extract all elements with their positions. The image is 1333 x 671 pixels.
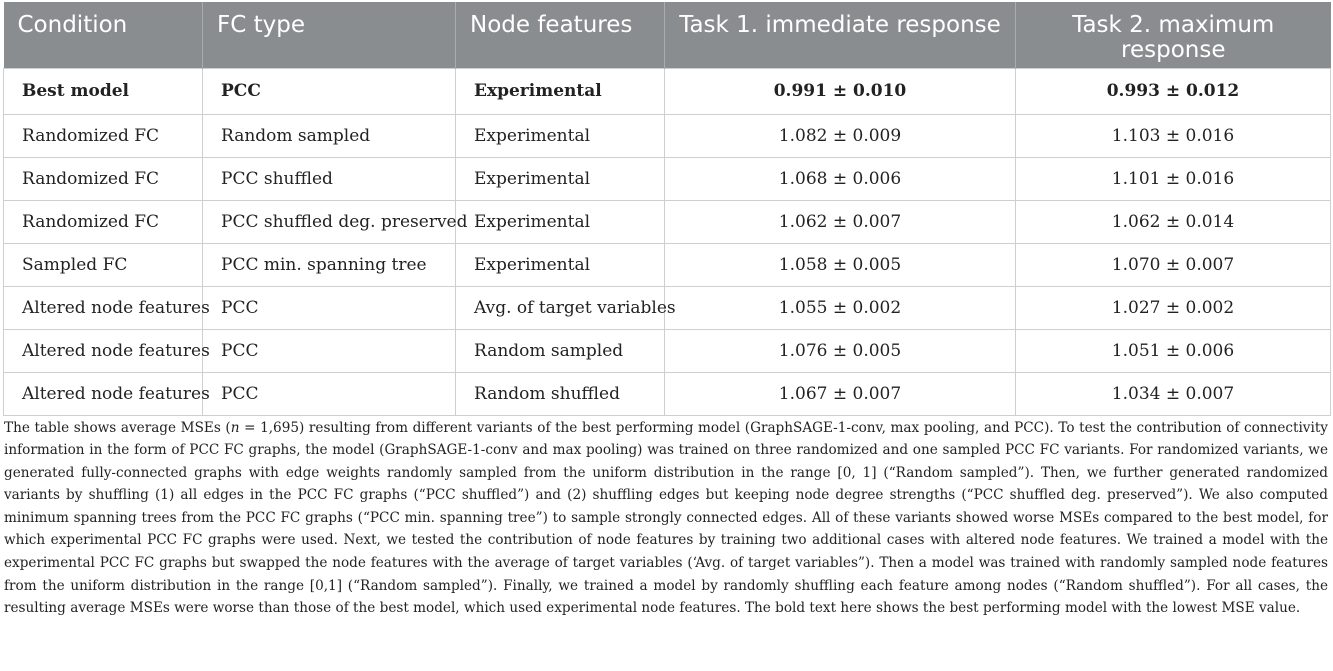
cell-fc-type: PCC shuffled bbox=[203, 157, 456, 200]
cell-task2: 0.993 ± 0.012 bbox=[1016, 68, 1331, 114]
cell-fc-type: PCC shuffled deg. preserved bbox=[203, 200, 456, 243]
cell-task1: 1.082 ± 0.009 bbox=[665, 114, 1016, 157]
cell-condition: Sampled FC bbox=[4, 243, 203, 286]
cell-fc-type: Random sampled bbox=[203, 114, 456, 157]
cell-task2: 1.062 ± 0.014 bbox=[1016, 200, 1331, 243]
table-header bbox=[4, 2, 1331, 68]
cell-task2: 1.027 ± 0.002 bbox=[1016, 286, 1331, 329]
header-node-features: Node features bbox=[456, 2, 665, 68]
cell-condition: Randomized FC bbox=[4, 200, 203, 243]
table-row bbox=[4, 329, 1331, 372]
cell-task1: 1.076 ± 0.005 bbox=[665, 329, 1016, 372]
cell-condition: Altered node features bbox=[4, 329, 203, 372]
table-row bbox=[4, 114, 1331, 157]
header-row bbox=[4, 2, 1331, 68]
cell-fc-type: PCC bbox=[203, 329, 456, 372]
cell-condition: Randomized FC bbox=[4, 157, 203, 200]
cell-fc-type: PCC bbox=[203, 286, 456, 329]
results-table bbox=[3, 2, 1331, 416]
cell-node-features: Experimental bbox=[456, 114, 665, 157]
table-caption bbox=[4, 417, 1328, 620]
cell-condition: Randomized FC bbox=[4, 114, 203, 157]
header-task2: Task 2. maximum response bbox=[1016, 2, 1331, 68]
table-row bbox=[4, 68, 1331, 114]
header-condition: Condition bbox=[4, 2, 203, 68]
cell-task1: 1.062 ± 0.007 bbox=[665, 200, 1016, 243]
cell-node-features: Experimental bbox=[456, 243, 665, 286]
results-figure bbox=[3, 2, 1330, 620]
cell-task2: 1.070 ± 0.007 bbox=[1016, 243, 1331, 286]
cell-task1: 1.058 ± 0.005 bbox=[665, 243, 1016, 286]
header-fc-type: FC type bbox=[203, 2, 456, 68]
table-row bbox=[4, 286, 1331, 329]
cell-task2: 1.101 ± 0.016 bbox=[1016, 157, 1331, 200]
caption-body: = 1,695) resulting from different variants of the best performing model (GraphSAGE-1-conv, max pooling, and PCC). To test the contribution of connectivity information in the form of PCC FC graphs, the model (GraphSAGE-1-conv and max pooling) was trained on three randomized and one sampled PCC FC variants. For randomized variants, we generated fully-connected graphs with edge weights randomly sampled from the uniform distribution in the range [0, 1] (“Random sampled”). Then, we further generated randomized variants by shuffling (1) all edges in the PCC FC graphs (“PCC shuffled”) and (2) shuffling edges but keeping node degree strengths (“PCC shuffled deg. preserved”). We also computed minimum spanning trees from the PCC FC graphs (“PCC min. spanning tree”) to sample strongly connected edges. All of these variants showed worse MSEs compared to the best model, for which experimental PCC FC graphs were used. Next, we tested the contribution of node features by training two additional cases with altered node features. We trained a model with the experimental PCC FC graphs but swapped the node features with the average of target variables (‘Avg. of target variables”). Then a model was trained with randomly sampled node features from the uniform distribution in the range [0,1] (“Random sampled”). Finally, we trained a model by randomly shuffling each feature among nodes (“Random shuffled”). For all cases, the resulting average MSEs were worse than those of the best model, which used experimental node features. The bold text here shows the best performing model with the lowest MSE value. bbox=[4, 419, 1328, 617]
cell-task2: 1.103 ± 0.016 bbox=[1016, 114, 1331, 157]
cell-node-features: Experimental bbox=[456, 157, 665, 200]
cell-node-features: Random shuffled bbox=[456, 372, 665, 415]
cell-node-features: Experimental bbox=[456, 68, 665, 114]
table-row bbox=[4, 200, 1331, 243]
cell-task1: 1.055 ± 0.002 bbox=[665, 286, 1016, 329]
cell-task2: 1.034 ± 0.007 bbox=[1016, 372, 1331, 415]
table-row bbox=[4, 157, 1331, 200]
caption-prefix: The table shows average MSEs ( bbox=[4, 419, 231, 436]
cell-node-features: Avg. of target variables bbox=[456, 286, 665, 329]
cell-task1: 1.068 ± 0.006 bbox=[665, 157, 1016, 200]
cell-fc-type: PCC bbox=[203, 68, 456, 114]
cell-condition: Altered node features bbox=[4, 286, 203, 329]
cell-node-features: Experimental bbox=[456, 200, 665, 243]
cell-condition: Altered node features bbox=[4, 372, 203, 415]
header-task1: Task 1. immediate response bbox=[665, 2, 1016, 68]
cell-task1: 0.991 ± 0.010 bbox=[665, 68, 1016, 114]
table-row bbox=[4, 243, 1331, 286]
cell-condition: Best model bbox=[4, 68, 203, 114]
cell-fc-type: PCC min. spanning tree bbox=[203, 243, 456, 286]
cell-node-features: Random sampled bbox=[456, 329, 665, 372]
cell-task2: 1.051 ± 0.006 bbox=[1016, 329, 1331, 372]
caption-n-variable: n bbox=[230, 419, 240, 436]
table-body bbox=[4, 68, 1331, 415]
cell-task1: 1.067 ± 0.007 bbox=[665, 372, 1016, 415]
cell-fc-type: PCC bbox=[203, 372, 456, 415]
table-row bbox=[4, 372, 1331, 415]
